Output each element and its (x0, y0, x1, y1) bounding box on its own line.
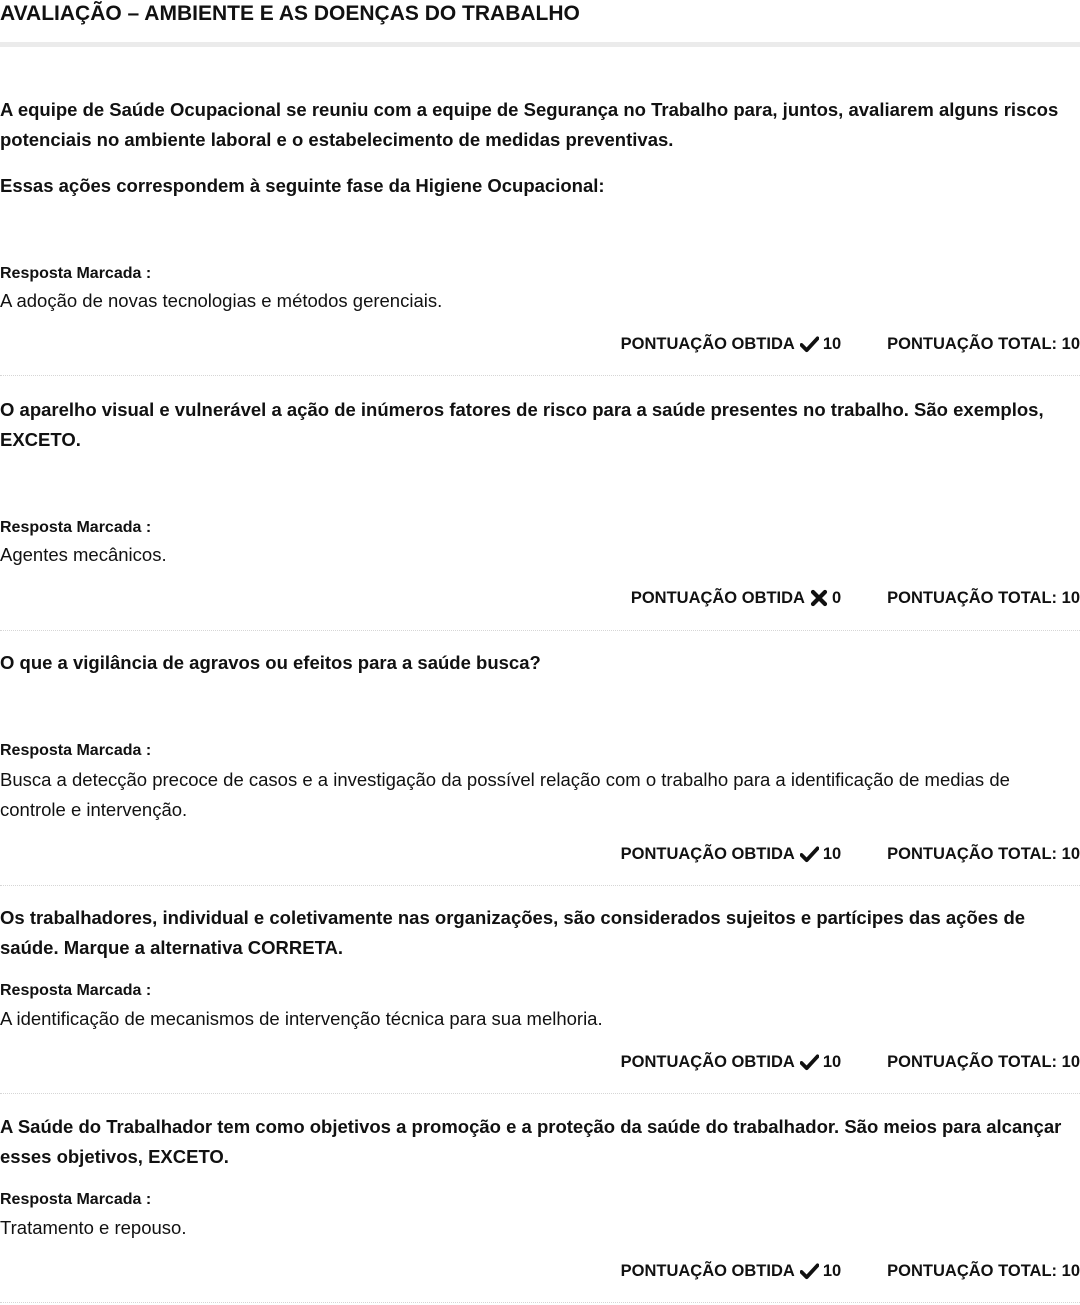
score-total-label: PONTUAÇÃO TOTAL: (887, 1261, 1058, 1280)
answer-label: Resposta Marcada : (0, 1191, 152, 1208)
score-total-label: PONTUAÇÃO TOTAL: (887, 1052, 1058, 1071)
question-statement: Os trabalhadores, individual e coletivamente nas organizações, são considerados sujeitos e partícipes das ações de saúde. Marque a alternativa CORRETA. (0, 907, 1026, 958)
score-total (887, 1053, 1080, 1072)
score-total (887, 1262, 1080, 1281)
score-total-value: 10 (1061, 1261, 1080, 1280)
question-divider (0, 885, 1080, 886)
question-text (0, 1112, 1080, 1172)
score-row (631, 586, 1080, 610)
score-obtained-value: 10 (822, 844, 842, 863)
marked-answer: Busca a detecção precoce de casos e a investigação da possível relação com o trabalho para a identificação de medias de controle e intervenção. (0, 769, 1010, 820)
check-icon (800, 1054, 819, 1071)
question-statement: O aparelho visual e vulnerável a ação de inúmeros fatores de risco para a saúde presentes no trabalho. São exemplos, EXCETO. (0, 399, 1044, 450)
score-total (887, 845, 1080, 864)
question-divider (0, 375, 1080, 376)
marked-answer: Agentes mecânicos. (0, 544, 167, 565)
question-text (0, 395, 1080, 455)
question-statement: A equipe de Saúde Ocupacional se reuniu com a equipe de Segurança no Trabalho para, juntos, avaliarem alguns riscos potenciais no ambiente laboral e o estabelecimento de medidas preventivas. (0, 99, 1059, 150)
score-obtained (621, 1262, 842, 1281)
score-obtained (621, 335, 842, 354)
check-icon (800, 846, 819, 863)
score-row (621, 1050, 1080, 1074)
score-row (621, 842, 1080, 866)
question-statement: A Saúde do Trabalhador tem como objetivos a promoção e a proteção da saúde do trabalhador. São meios para alcançar esses objetivos, EXCETO. (0, 1116, 1062, 1167)
cross-icon (810, 589, 828, 607)
score-total-label: PONTUAÇÃO TOTAL: (887, 588, 1058, 607)
score-obtained-value: 10 (822, 1261, 842, 1280)
question-text (0, 95, 1080, 201)
score-row (621, 1259, 1080, 1283)
marked-answer: Tratamento e repouso. (0, 1217, 187, 1238)
score-total-value: 10 (1061, 588, 1080, 607)
score-total-label: PONTUAÇÃO TOTAL: (887, 334, 1058, 353)
question-prompt: Essas ações correspondem à seguinte fase da Higiene Ocupacional: (0, 175, 605, 196)
question-divider (0, 1302, 1080, 1303)
score-row (621, 332, 1080, 356)
score-obtained-label: PONTUAÇÃO OBTIDA (620, 844, 795, 863)
question-statement: O que a vigilância de agravos ou efeitos para a saúde busca? (0, 652, 541, 673)
question-text (0, 648, 1080, 678)
marked-answer: A identificação de mecanismos de intervenção técnica para sua melhoria. (0, 1008, 603, 1029)
score-obtained (621, 1053, 842, 1072)
score-obtained (631, 589, 841, 608)
score-obtained (621, 845, 842, 864)
score-total-value: 10 (1061, 844, 1080, 863)
score-obtained-value: 10 (822, 334, 842, 353)
score-obtained-value: 10 (822, 1052, 842, 1071)
score-total-value: 10 (1061, 334, 1080, 353)
score-total-value: 10 (1061, 1052, 1080, 1071)
score-obtained-value: 0 (831, 588, 842, 607)
score-obtained-label: PONTUAÇÃO OBTIDA (620, 334, 795, 353)
score-total-label: PONTUAÇÃO TOTAL: (887, 844, 1058, 863)
answer-label: Resposta Marcada : (0, 519, 152, 536)
check-icon (800, 1263, 819, 1280)
question-divider (0, 630, 1080, 631)
score-obtained-label: PONTUAÇÃO OBTIDA (620, 1261, 795, 1280)
answer-label: Resposta Marcada : (0, 742, 152, 759)
question-divider (0, 1093, 1080, 1094)
question-text (0, 903, 1080, 963)
score-obtained-label: PONTUAÇÃO OBTIDA (620, 1052, 795, 1071)
page-title: AVALIAÇÃO – AMBIENTE E AS DOENÇAS DO TRABALHO (0, 2, 580, 25)
score-total (887, 589, 1080, 608)
marked-answer: A adoção de novas tecnologias e métodos gerenciais. (0, 290, 443, 311)
check-icon (800, 336, 819, 353)
title-divider (0, 42, 1080, 47)
answer-label: Resposta Marcada : (0, 982, 152, 999)
score-obtained-label: PONTUAÇÃO OBTIDA (630, 588, 805, 607)
answer-label: Resposta Marcada : (0, 265, 152, 282)
score-total (887, 335, 1080, 354)
